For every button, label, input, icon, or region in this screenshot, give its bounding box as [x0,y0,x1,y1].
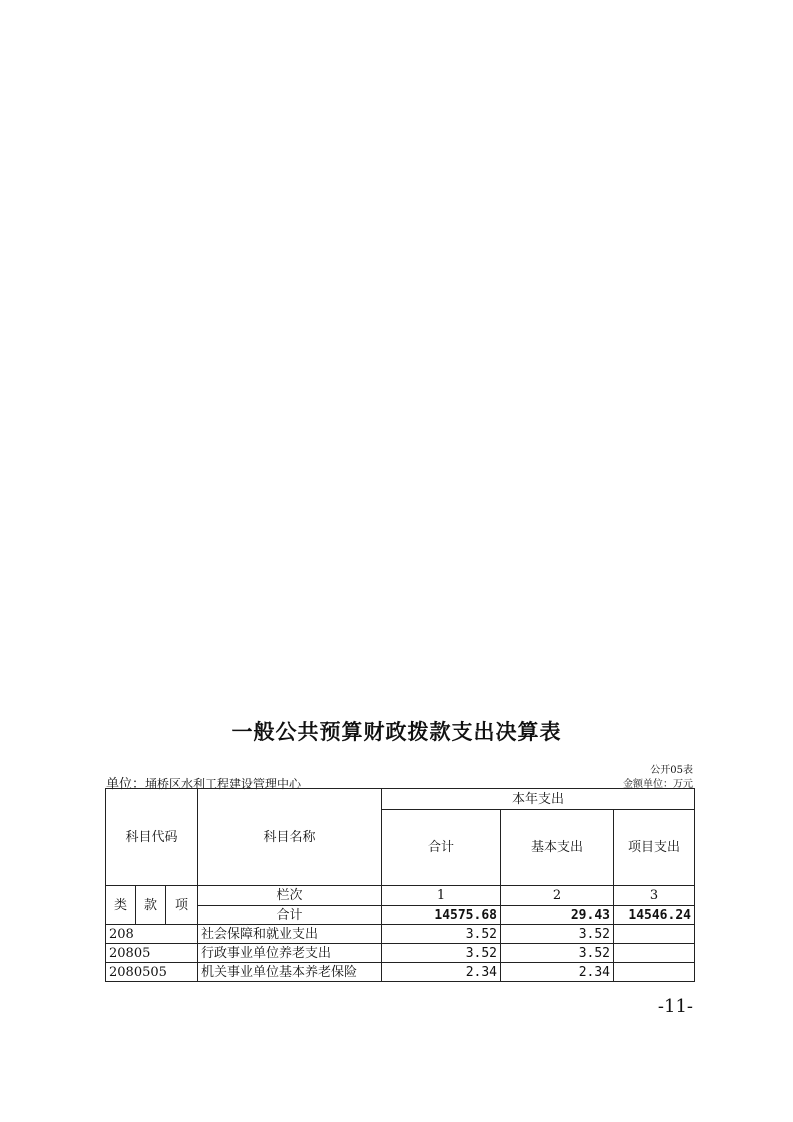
header-basic: 基本支出 [501,810,614,886]
row-project [614,944,695,963]
total-amount: 14575.68 [382,906,501,925]
row-code: 2080505 [106,963,198,982]
row-name: 社会保障和就业支出 [198,925,382,944]
row-basic: 2.34 [501,963,614,982]
total-project: 14546.24 [614,906,695,925]
row-basic: 3.52 [501,925,614,944]
row-total: 3.52 [382,944,501,963]
column-label: 栏次 [198,886,382,906]
page-number: -11- [657,996,693,1017]
row-code: 20805 [106,944,198,963]
row-code: 208 [106,925,198,944]
header-current-year: 本年支出 [382,789,695,810]
total-label: 合计 [198,906,382,925]
form-number: 公开05表 [650,765,693,776]
table-row [106,925,695,944]
row-basic: 3.52 [501,944,614,963]
column-1: 1 [382,886,501,906]
row-name: 机关事业单位基本养老保险 [198,963,382,982]
row-name: 行政事业单位养老支出 [198,944,382,963]
row-project [614,925,695,944]
unit-name: 埇桥区水利工程建设管理中心 [145,777,302,791]
row-project [614,963,695,982]
report-title: 一般公共预算财政拨款支出决算表 [231,719,562,744]
unit-label: 单位： [106,777,146,792]
header-row-1 [106,789,695,810]
amount-unit: 金额单位：万元 [623,779,693,790]
row-total: 3.52 [382,925,501,944]
header-project: 项目支出 [614,810,695,886]
total-basic: 29.43 [501,906,614,925]
header-class: 类 [106,886,136,925]
column-3: 3 [614,886,695,906]
header-code: 科目代码 [106,789,198,886]
table-row [106,944,695,963]
header-total: 合计 [382,810,501,886]
expenditure-table [105,788,695,982]
header-item: 项 [166,886,198,925]
column-index-row [106,886,695,906]
header-name: 科目名称 [198,789,382,886]
table-row [106,963,695,982]
column-2: 2 [501,886,614,906]
header-section: 款 [136,886,166,925]
row-total: 2.34 [382,963,501,982]
